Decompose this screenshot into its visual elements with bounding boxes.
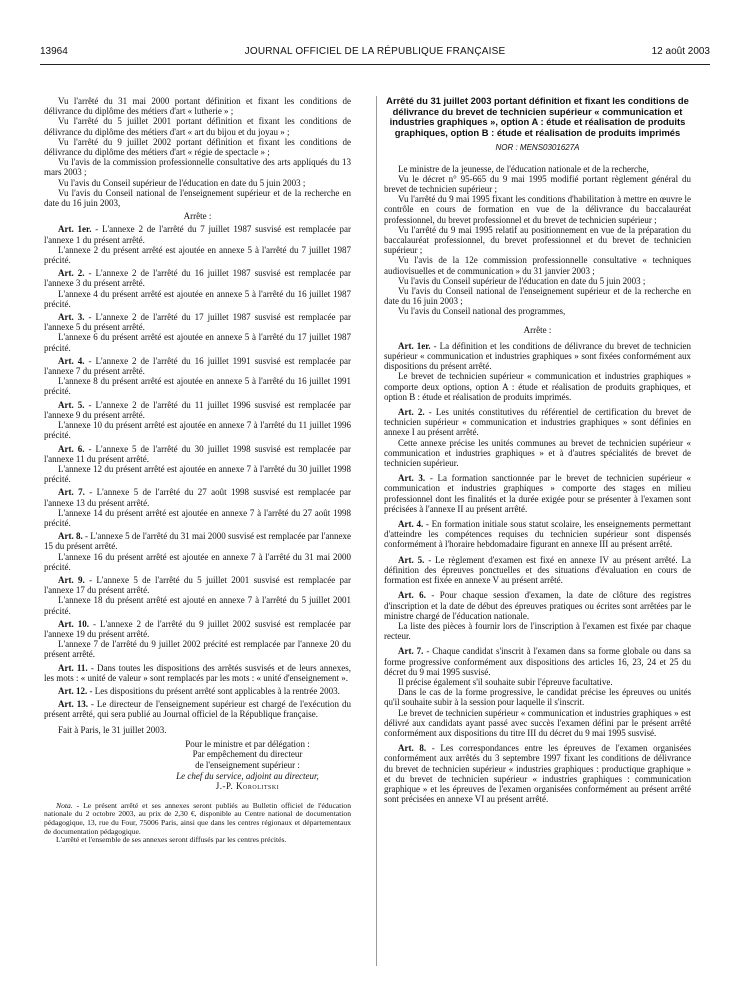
article-paragraph <box>384 341 691 372</box>
column-divider <box>376 96 377 966</box>
article-text: - L'annexe 2 de l'arrêté du 11 juillet 1996 susvisé est remplacée par l'annexe 9 du présent arrêté. <box>44 399 351 420</box>
article-paragraph <box>44 312 351 332</box>
signature-line: Par empêchement du directeur <box>192 749 303 760</box>
article-text: - Les unités constitutives du référentiel de certification du brevet de technicien supérieur « communication et industries graphiques » sont définies en annexe I au présent arrêté. <box>384 407 691 438</box>
article-text: - L'annexe 2 de l'arrêté du 16 juillet 1987 susvisé est remplacée par l'annexe 3 du présent arrêté. <box>44 268 351 289</box>
article-paragraph <box>44 619 351 639</box>
signature-role: Le chef du service, adjoint au directeur, <box>176 770 319 781</box>
article-text: - L'annexe 5 de l'arrêté du 30 juillet 1998 susvisé est remplacée par l'annexe 11 du présent arrêté. <box>44 443 351 464</box>
article-paragraph <box>384 590 691 621</box>
signature-block <box>44 739 351 792</box>
visa-paragraph: Vu l'avis du Conseil supérieur de l'éducation en date du 5 juin 2003 ; <box>58 177 306 188</box>
article-paragraph <box>44 699 351 719</box>
article-label: Art. 3. <box>58 312 85 323</box>
article-label: Art. 1er. <box>398 340 431 351</box>
article-text: - Pour chaque session d'examen, la date de clôture des registres d'inscription et la date de début des épreuves pratiques ou écrites sont arrêtées par le ministre chargé de l'éducation nationale. <box>384 590 692 621</box>
article-paragraph <box>44 268 351 288</box>
visa-paragraph: Le ministre de la jeunesse, de l'éducation nationale et de la recherche, <box>398 163 649 174</box>
article-subparagraph: L'annexe 18 du présent arrêté est ajouté en annexe 7 à l'arrêté du 5 juillet 2001 précité. <box>44 595 351 616</box>
article-text: - Les correspondances entre les épreuves de l'examen organisées conformément aux arrêtés du 3 septembre 1997 fixant les conditions de délivrance du brevet de technicien supérieur « industries graphiques : productique graphique » et du brevet de technicien supérieur « industries graphiques : communication graphique » et les épreuves de l'examen organisées conformément au présent arrêté sont précisées en annexe VI au présent arrêté. <box>384 743 691 805</box>
page-header <box>40 46 710 60</box>
signature-line <box>44 771 351 782</box>
article-text: - L'annexe 5 de l'arrêté du 27 août 1998 susvisé est remplacée par l'annexe 13 du présent arrêté. <box>44 487 351 508</box>
article-subparagraph: L'annexe 8 du présent arrêté est ajoutée en annexe 5 à l'arrêté du 16 juillet 1991 précité. <box>44 376 351 397</box>
signature-line: de l'enseignement supérieur : <box>195 759 300 770</box>
nota-text: - Le présent arrêté et ses annexes seront publiés au Bulletin officiel de l'éducation nationale du 2 octobre 2003, au prix de 2,30 €, disponible au Centre national de documentation pédagogique, 13, rue du Four, 75006 Paris, ainsi que dans les centres régionaux et départementaux de documentation pédagogique. <box>44 800 351 836</box>
visa-paragraph: Vu l'arrêté du 5 juillet 2001 portant définition et fixant les conditions de délivrance du diplôme des métiers d'art « art du bijou et du joyau » ; <box>44 116 351 137</box>
nota-label: Nota. <box>56 800 73 810</box>
article-label: Art. 2. <box>58 268 85 279</box>
article-paragraph <box>384 646 691 677</box>
visa-paragraph: Vu l'avis du Conseil supérieur de l'éducation en date du 5 juin 2003 ; <box>398 275 646 286</box>
article-subparagraph: L'annexe 16 du présent arrêté est ajoutée en annexe 7 à l'arrêté du 31 mai 2000 précité. <box>44 551 351 572</box>
nor-text: NOR : MENS0301627A <box>495 143 580 153</box>
article-subparagraph: La liste des pièces à fournir lors de l'inscription à l'examen est fixée par chaque recteur. <box>384 620 691 642</box>
article-label: Art. 5. <box>58 399 85 410</box>
article-paragraph <box>44 575 351 595</box>
signatory-name: J.-P. Korolitski <box>215 781 280 792</box>
article-text: - L'annexe 5 de l'arrêté du 5 juillet 2001 susvisé est remplacée par l'annexe 17 du présent arrêté. <box>44 574 352 596</box>
article-paragraph <box>44 686 351 696</box>
article-subparagraph: L'annexe 10 du présent arrêté est ajoutée en annexe 7 à l'arrêté du 11 juillet 1996 précité. <box>44 420 351 441</box>
article-subparagraph: Dans le cas de la forme progressive, le candidat précise les épreuves ou unités qu'il souhaite subir à la session pour laquelle il s'inscrit. <box>384 687 691 708</box>
article-text: - L'annexe 2 de l'arrêté du 7 juillet 1987 susvisé est remplacée par l'annexe 1 du présent arrêté. <box>44 224 352 245</box>
article-paragraph <box>44 224 351 244</box>
journal-title: JOURNAL OFFICIEL DE LA RÉPUBLIQUE FRANÇAISE <box>244 46 506 57</box>
article-label: Art. 9. <box>58 574 85 585</box>
visa-paragraph: Vu l'avis du Conseil national des programmes, <box>398 306 566 317</box>
article-text: - Chaque candidat s'inscrit à l'examen dans sa forme globale ou dans sa forme progressive conformément aux dispositions des articles 16, 23, 24 et 25 du décret du 9 mai 1995 susvisé. <box>384 646 691 677</box>
article-subparagraph: L'annexe 14 du présent arrêté est ajoutée en annexe 7 à l'arrêté du 27 août 1998 précité. <box>44 507 351 528</box>
article-paragraph <box>384 407 691 438</box>
article-paragraph <box>44 531 351 551</box>
visa-paragraph: Vu l'avis du Conseil national de l'enseignement supérieur et de la recherche en date du 16 juin 2003, <box>44 187 351 209</box>
article-label: Art. 11. <box>58 662 88 673</box>
nor-reference <box>384 143 691 153</box>
article-subparagraph: Le brevet de technicien supérieur « communication et industries graphiques » comporte deux options, option A : étude et réalisation de produits graphiques, et option B : étude et réalisation de produits imprimés. <box>384 371 691 402</box>
article-subparagraph: L'annexe 12 du présent arrêté est ajoutée en annexe 7 à l'arrêté du 30 juillet 1998 précité. <box>44 463 351 485</box>
article-paragraph <box>384 473 691 514</box>
article-text: - Le règlement d'examen est fixé en annexe IV au présent arrêté. La définition des épreuves ponctuelles et des situations d'évaluation en cours de formation est fixée en annexe V au présent arrêté. <box>384 554 691 586</box>
article-text: - L'annexe 5 de l'arrêté du 31 mai 2000 susvisé est remplacée par l'annexe 15 du présent arrêté. <box>44 531 352 552</box>
article-text: - L'annexe 2 de l'arrêté du 9 juillet 2002 susvisé est remplacée par l'annexe 19 du présent arrêté. <box>44 618 351 639</box>
article-paragraph <box>44 400 351 420</box>
done-at-line: Fait à Paris, le 31 juillet 2003. <box>58 724 167 735</box>
article-text: - En formation initiale sous statut scolaire, les enseignements permettant d'atteindre les compétences requises du technicien supérieur sont dispensés conformément à l'horaire hebdomadaire figurant en annexe III au présent arrêté. <box>384 519 691 550</box>
article-label: Art. 1er. <box>58 224 92 235</box>
visa-paragraph: Vu l'arrêté du 9 mai 1995 relatif au positionnement en vue de la préparation du baccalauréat professionnel, du brevet professionnel et du brevet de technicien supérieur ; <box>384 224 691 256</box>
article-label: Art. 6. <box>58 443 85 454</box>
signature-line: Pour le ministre et par délégation : <box>185 738 310 749</box>
issue-date: 12 août 2003 <box>651 46 710 57</box>
article-text: - L'annexe 2 de l'arrêté du 16 juillet 1991 susvisé est remplacée par l'annexe 7 du présent arrêté. <box>44 355 351 377</box>
article-text: - Le directeur de l'enseignement supérieur est chargé de l'exécution du présent arrêté, qui sera publié au Journal officiel de la République française. <box>44 699 351 720</box>
article-label: Art. 8. <box>58 531 83 542</box>
right-column <box>384 96 691 804</box>
nota-paragraph: L'arrêté et l'ensemble de ses annexes seront diffusés par les centres précités. <box>56 835 287 845</box>
article-label: Art. 7. <box>398 646 424 657</box>
article-paragraph <box>44 487 351 507</box>
left-column <box>44 96 351 845</box>
article-label: Art. 5. <box>398 554 425 565</box>
article-label: Art. 10. <box>58 618 89 629</box>
article-subparagraph: Cette annexe précise les unités communes au brevet de technicien supérieur « communication et industries graphiques » et à d'autres spécialités de brevet de technicien supérieur. <box>384 437 691 469</box>
article-label: Art. 2. <box>398 407 425 418</box>
article-paragraph <box>384 555 691 586</box>
article-label: Art. 4. <box>398 519 424 530</box>
article-text: - La formation sanctionnée par le brevet de technicien supérieur « communication et industries graphiques » comporte des stages en milieu professionnel dont les finalités et la durée exigée pour se présenter à l'examen sont précisées à l'annexe II au présent arrêté. <box>384 473 691 514</box>
article-label: Art. 6. <box>398 590 426 601</box>
visa-paragraph: Vu le décret n° 95-665 du 9 mai 1995 modifié portant règlement général du brevet de technicien supérieur ; <box>384 173 691 194</box>
arrete-heading: Arrête : <box>183 211 212 222</box>
article-paragraph <box>44 663 351 683</box>
visa-paragraph: Vu l'arrêté du 9 mai 1995 fixant les conditions d'habilitation à mettre en œuvre le contrôle en cours de formation en vue de la délivrance du baccalauréat professionnel, du brevet professionnel et du brevet de technicien supérieur ; <box>384 194 691 225</box>
article-subparagraph: L'annexe 2 du présent arrêté est ajoutée en annexe 5 à l'arrêté du 7 juillet 1987 précité. <box>44 244 351 266</box>
article-label: Art. 4. <box>58 355 85 366</box>
header-rule <box>40 64 710 65</box>
article-paragraph <box>44 444 351 464</box>
visa-paragraph: Vu l'avis du Conseil national de l'enseignement supérieur et de la recherche en date du 16 juin 2003 ; <box>384 286 691 307</box>
visa-paragraph: Vu l'arrêté du 31 mai 2000 portant définition et fixant les conditions de délivrance du diplôme des métiers d'art « lutherie » ; <box>44 96 351 117</box>
visa-paragraph: Vu l'avis de la 12e commission professionnelle consultative « techniques audiovisuelles et de communication » du 31 janvier 2003 ; <box>384 255 691 276</box>
article-subparagraph: Il précise également s'il souhaite subir l'épreuve facultative. <box>398 676 613 687</box>
article-label: Art. 7. <box>58 487 85 498</box>
article-label: Art. 12. <box>58 685 88 696</box>
page-number: 13964 <box>40 46 68 57</box>
article-subparagraph: Le brevet de technicien supérieur « communication et industries graphiques » est délivré aux candidats ayant passé avec succès l'examen défini par le présent arrêté conformément aux dispositions du titre III du décret du 9 mai 1995 susvisé. <box>384 707 691 738</box>
nota-paragraph <box>44 802 351 836</box>
visa-paragraph: Vu l'arrêté du 9 juillet 2002 portant définition et fixant les conditions de délivrance du diplôme des métiers d'art « régie de spectacle » ; <box>44 136 351 158</box>
visa-paragraph: Vu l'avis de la commission professionnelle consultative des arts appliqués du 13 mars 2003 ; <box>44 157 351 178</box>
article-text: - Les dispositions du présent arrêté sont applicables à la rentrée 2003. <box>87 685 340 696</box>
article-paragraph <box>384 519 691 550</box>
article-subparagraph: L'annexe 6 du présent arrêté est ajoutée en annexe 5 à l'arrêté du 17 juillet 1987 précité. <box>44 332 351 353</box>
arrete-heading: Arrête : <box>523 324 552 335</box>
nota-block <box>44 802 351 845</box>
decree-title: Arrêté du 31 juillet 2003 portant définition et fixant les conditions de délivrance du brevet de technicien supérieur « communication et industries graphiques », option A : étude et réalisation de produits graphiques, option B : étude et réalisation de produits imprimés <box>386 95 689 138</box>
article-text: - L'annexe 2 de l'arrêté du 17 juillet 1987 susvisé est remplacée par l'annexe 5 du présent arrêté. <box>44 312 351 333</box>
article-text: - La définition et les conditions de délivrance du brevet de technicien supérieur « communication et industries graphiques » sont fixées conformément aux dispositions du présent arrêté. <box>384 340 691 372</box>
article-subparagraph: L'annexe 4 du présent arrêté est ajoutée en annexe 5 à l'arrêté du 16 juillet 1987 précité. <box>44 288 351 309</box>
article-subparagraph: L'annexe 7 de l'arrêté du 9 juillet 2002 précité est remplacée par l'annexe 20 du présent arrêté. <box>44 639 351 660</box>
article-label: Art. 8. <box>398 743 427 754</box>
article-text: - Dans toutes les dispositions des arrêtés susvisés et de leurs annexes, les mots : « unité de valeur » sont remplacés par les mots : « unité d'enseignement ». <box>44 662 351 683</box>
article-paragraph <box>44 356 351 376</box>
article-label: Art. 13. <box>58 699 88 710</box>
article-label: Art. 3. <box>398 473 426 484</box>
article-paragraph <box>384 743 691 804</box>
